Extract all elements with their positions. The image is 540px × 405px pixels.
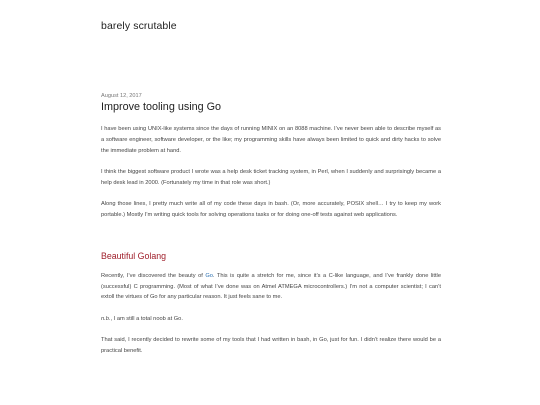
post-article	[101, 92, 441, 367]
paragraph-5-text: , I am still a total noob at Go.	[110, 315, 183, 322]
paragraph-3: Along those lines, I pretty much write all of my code these days in bash. (Or, more accurately, POSIX shell… I try to keep my work portable.) Mostly I’m writing quick tools for solving operations tasks or for doing one-off tests against web applications.	[101, 201, 441, 218]
paragraph-4-text-after: . This is quite a stretch for me, since it’s a C-like language, and I’ve frankly done little (successful) C programming. (Most of what I’ve done was on Atmel ATMEGA microcontrollers.) I’m not a computer scientist; I can’t extoll the virtues of Go for any particular reason. It just feels sane to me.	[101, 272, 441, 301]
post-title: Improve tooling using Go	[101, 101, 222, 113]
section-heading: Beautiful Golang	[101, 250, 167, 261]
paragraph-6: That said, I recently decided to rewrite some of my tools that I had written in bash, in Go, just for fun. I didn’t realize there would be a practical benefit.	[101, 337, 441, 354]
paragraph-4	[101, 271, 441, 303]
nb-emphasis: n.b.	[101, 315, 111, 322]
post-date: August 12, 2017	[101, 93, 142, 99]
site-title-link[interactable]: barely scrutable	[101, 20, 177, 32]
paragraph-1: I have been using UNIX-like systems since the days of running MINIX on an 8088 machine. I’ve never been able to describe myself as a software engineer, software developer, or the like; my programming skills have always been limited to quick and dirty hacks to solve the immediate problem at hand.	[101, 126, 441, 154]
paragraph-4-text-before: Recently, I’ve discovered the beauty of	[101, 272, 206, 279]
paragraph-5	[101, 314, 441, 325]
go-link[interactable]: Go	[205, 272, 213, 279]
paragraph-2: I think the biggest software product I wrote was a help desk ticket tracking system, in Perl, when I suddenly and surprisingly became a help desk lead in 2000. (Fortunately my time in that role was short.)	[101, 168, 441, 186]
